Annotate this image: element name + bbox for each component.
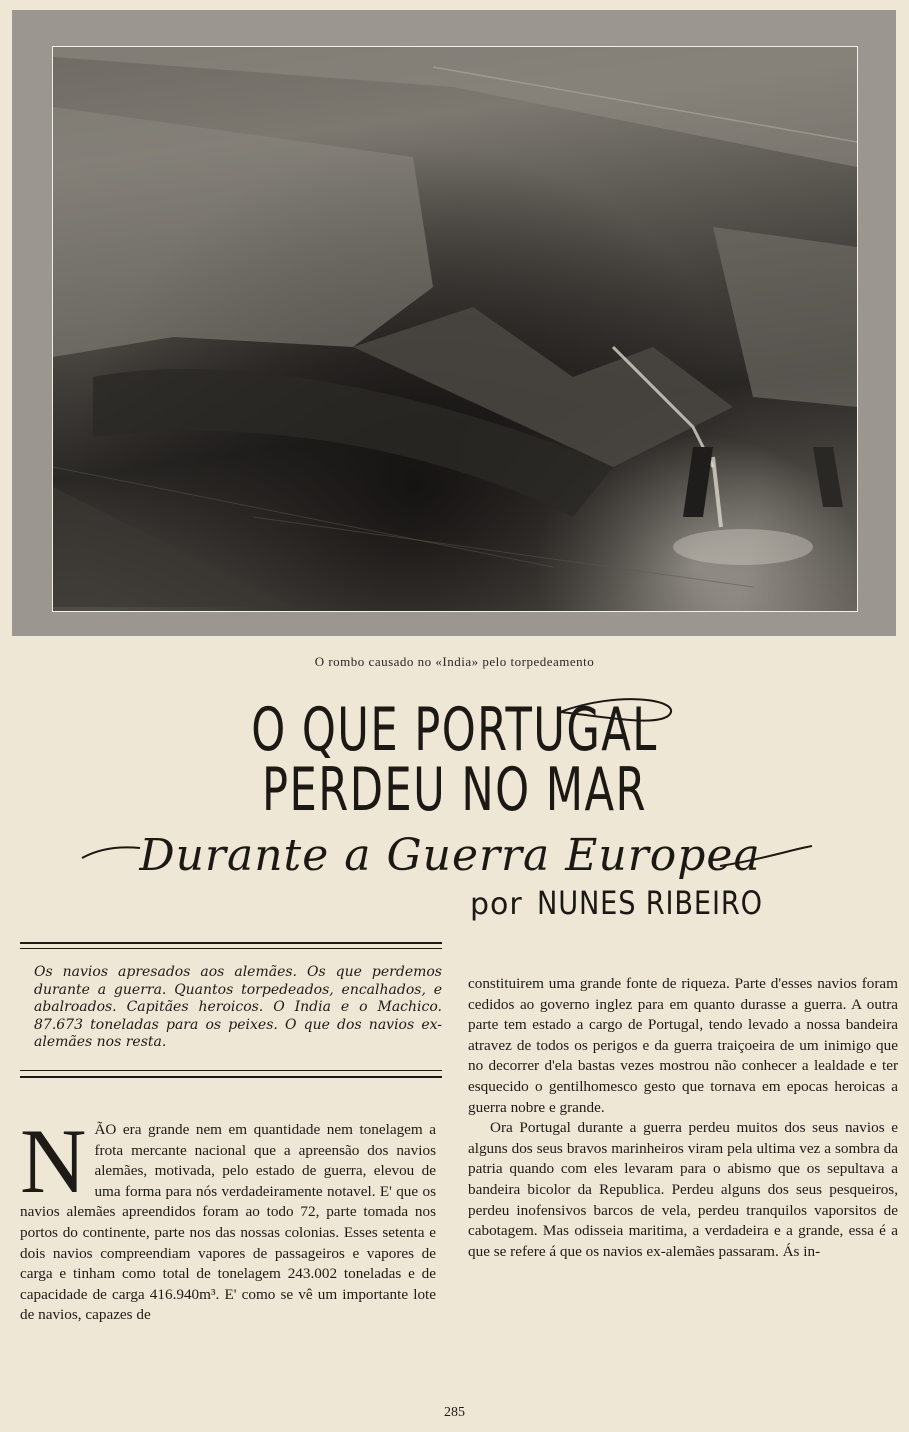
article-column-left bbox=[20, 1110, 436, 1326]
drop-cap: N bbox=[20, 1110, 87, 1212]
article-summary: Os navios apresados aos alemães. Os que perdemos durante a guerra. Quantos torpedeados, encalhados, e abalroados. Capitães heroicos. O India e o Machico. 87.673 toneladas para os peixes. O que dos navios ex-alemães nos resta. bbox=[34, 964, 442, 1050]
summary-bottom-rule bbox=[20, 1076, 442, 1078]
photo-frame bbox=[12, 10, 896, 636]
article-title-line-1: O QUE PORTUGAL bbox=[251, 695, 658, 765]
left-column-text: ÃO era grande nem em quantidade nem tonelagem a frota mercante nacional que a apreensão dos navios alemães, motivada, pelo estado de guerra, elevou de uma forma para nós verdadeiramente notavel. E' que os navios alemães apreendidos foram ao todo 72, parte tomada nos portos do continente, parte nos das nossas colonias. Esses setenta e dois navios compreendiam vapores de passageiros e vapores de carga e tinham como total de tonelagem 243.002 toneladas e de capacidade de carga 416.940m³. E' como se vê um importante lote de navios, capazes de bbox=[20, 1121, 436, 1324]
byline-prefix: por bbox=[470, 887, 523, 922]
photo-caption: O rombo causado no «India» pelo torpedeamento bbox=[314, 654, 595, 669]
article-title-line-2: PERDEU NO MAR bbox=[262, 755, 647, 825]
article-column-right bbox=[468, 974, 898, 1262]
summary-top-rule bbox=[20, 942, 442, 944]
author-name: NUNES RIBEIRO bbox=[536, 884, 763, 922]
article-subtitle: Durante a Guerra Europea bbox=[139, 830, 761, 881]
hull-damage-illustration bbox=[53, 47, 857, 611]
summary-top-rule-thin bbox=[20, 948, 442, 949]
byline bbox=[470, 884, 802, 922]
page-number: 285 bbox=[444, 1405, 465, 1420]
ship-hull-photo bbox=[52, 46, 858, 612]
summary-bottom-rule-thin bbox=[20, 1070, 442, 1071]
right-column-paragraph-2: Ora Portugal durante a guerra perdeu muitos dos seus navios e alguns dos seus bravos marinheiros viram pela ultima vez a sombra da patria quando com eles levaram para o abismo que os sepultava a bandeira bicolor da Republica. Perdeu alguns dos seus pesqueiros, perdeu inofensivos barcos de vela, perdeu tranquilos vaporsitos de cabotagem. Mas odisseia maritima, a verdadeira e a grande, essa é a que se refere á que os navios ex-alemães passaram. Ás in- bbox=[468, 1119, 898, 1260]
right-column-paragraph-1: constituirem uma grande fonte de riqueza. Parte d'esses navios foram cedidos ao governo inglez para em quanto durasse a guerra. A outra parte tem estado a cargo de Portugal, tendo levado a nossa bandeira atravez de todos os perigos e da guerra traiçoeira de um inimigo que no decorrer d'ela bastas vezes mostrou não conhecer a lealdade e ter esquecido o gentilhomesco gesto que tornava em epocas heroicas a guerra nobre e grande. bbox=[468, 975, 898, 1116]
